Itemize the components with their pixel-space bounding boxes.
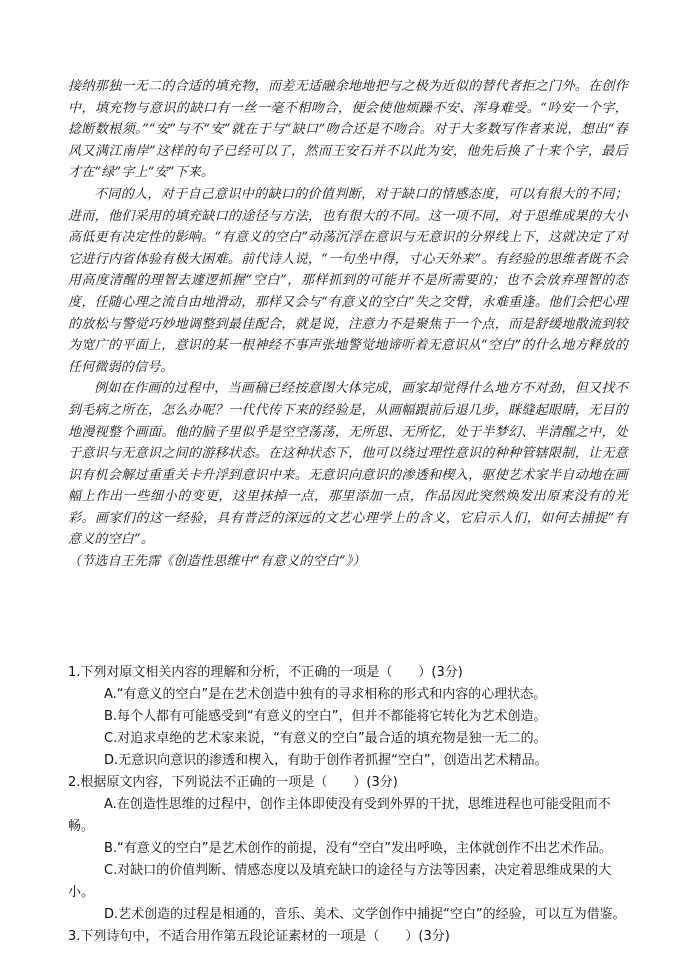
- question-2-stem: 2.根据原文内容，下列说法不正确的一项是（ ）(3分): [68, 775, 398, 790]
- passage-paragraph-2: 不同的人，对于自己意识中的缺口的价值判断，对于缺口的情感态度，可以有很大的不同；进而，他们采用的填充缺口的途径与方法，也有很大的不同。这一项不同，对于思维成果的大小高低更有决定性的影响。“有意义的空白”动荡沉浮在意识与无意识的分界线上下，这就决定了对它进行内省体验有极大困难。前代诗人说，“一句坐中得，寸心天外来”。有经验的思维者既不会用高度清醒的理智去遽逻抓握“空白”，那样抓到的可能并不是所需要的；也不会放弃理智的态度，任随心理之流自由地滑动，那样又会与“有意义的空白”失之交臂，永难重逢。他们会把心理的放松与警觉巧妙地调整到最佳配合，就是说，注意力不是聚焦于一个点，而是舒缓地散流到较为宽广的平面上，意识的某一根神经不事声张地警觉地谛听着无意识从“空白”的什么地方释放的任何微弱的信号。: [68, 186, 628, 375]
- question-1-option-d: D.无意识向意识的渗透和楔入，有助于创作者抓握“空白”，创造出艺术精品。: [104, 753, 548, 768]
- question-1-option-c: C.对追求卓绝的艺术家来说，“有意义的空白”最合适的填充物是独一无二的。: [104, 731, 547, 746]
- question-2-option-d: D.艺术创造的过程是相通的，音乐、美术、文学创作中捕捉“空白”的经验，可以互为借鉴。: [104, 907, 626, 922]
- question-3-stem: 3.下列诗句中，不适合用作第五段论证素材的一项是（ ）(3分): [68, 929, 450, 944]
- question-2-option-b: B.“有意义的空白”是艺术创作的前提，没有“空白”发出呼唤，主体就创作不出艺术作品。: [104, 841, 612, 856]
- passage-source: （节选自王先霈《创造性思维中“有意义的空白”》）: [68, 554, 366, 570]
- question-1-stem: 1.下列对原文相关内容的理解和分析，不正确的一项是（ ）(3分): [68, 665, 463, 680]
- question-section: [68, 662, 628, 948]
- question-2-option-c: C.对缺口的价值判断、情感态度以及填充缺口的途径与方法等因素，决定着思维成果的大小。: [68, 863, 612, 900]
- passage-paragraph-3: 例如在作画的过程中，当画稿已经按意图大体完成，画家却觉得什么地方不对劲，但又找不到毛病之所在，怎么办呢？一代代传下来的经验是，从画幅跟前后退几步，眯缝起眼睛，无目的地漫视整个画面。他的脑子里似乎是空空荡荡，无所思、无所忆，处于半梦幻、半清醒之中，处于意识与无意识之间的游移状态。在这种状态下，他可以绕过理性意识的种种管辖限制，让无意识有机会解过重重关卡升浮到意识中来。无意识向意识的渗透和楔入，驱使艺术家半自动地在画幅上作出一些细小的变更，这里抹掉一点，那里添加一点，作品因此突然焕发出原来没有的光彩。画家们的这一经验，具有普泛的深远的文艺心理学上的含义，它启示人们，如何去捕捉“有意义的空白”。: [68, 381, 628, 548]
- passage-paragraph-1: 接纳那独一无二的合适的填充物，而差无适融余地地把与之极为近似的替代者拒之门外。在创作中，填充物与意识的缺口有一丝一毫不相吻合，便会使他烦躁不安、浑身难受。“吟安一个字，捻断数根须。”“安”与不“安”就在于与“缺口”吻合还是不吻合。对于大多数写作者来说，想出“春风又满江南岸”这样的句子已经可以了，然而王安石并不以此为安，他先后换了十来个字，最后才在“绿”字上“安”下来。: [68, 79, 628, 181]
- question-1-option-a: A.“有意义的空白”是在艺术创造中独有的寻求相称的形式和内容的心理状态。: [104, 687, 547, 702]
- question-2-option-a: A.在创造性思维的过程中，创作主体即使没有受到外界的干扰，思维进程也可能受阻而不畅。: [68, 797, 611, 834]
- question-1-option-b: B.每个人都有可能感受到“有意义的空白”，但并不都能将它转化为艺术创造。: [104, 709, 547, 724]
- reading-passage: [68, 76, 628, 573]
